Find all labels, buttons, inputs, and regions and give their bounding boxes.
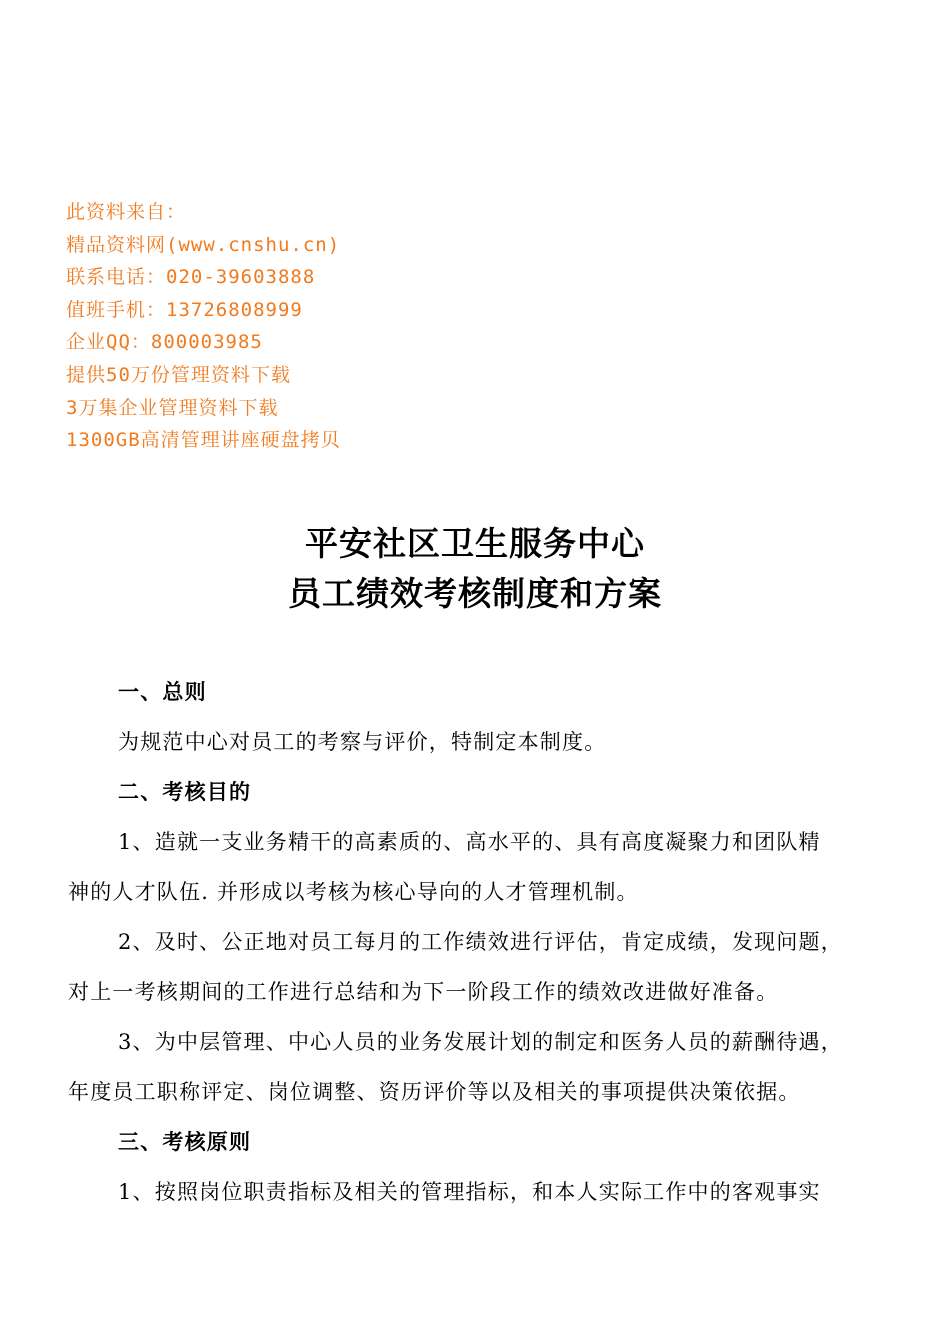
offer-line-3: 1300GB高清管理讲座硬盘拷贝: [66, 429, 341, 452]
section-heading-general: 一、总则: [118, 679, 207, 704]
paragraph-line: 神的人才队伍. 并形成以考核为核心导向的人才管理机制。: [68, 880, 639, 904]
qq-line: 企业QQ：800003985: [66, 331, 263, 354]
source-info-block: [66, 196, 586, 457]
offer-line-2: 3万集企业管理资料下载: [66, 396, 279, 419]
paragraph-line: 对上一考核期间的工作进行总结和为下一阶段工作的绩效改进做好准备。: [68, 980, 779, 1004]
section-heading-purpose: 二、考核目的: [118, 779, 252, 804]
website-line: 精品资料网(www.cnshu.cn): [66, 233, 341, 256]
paragraph-line: 2、及时、公正地对员工每月的工作绩效进行评估，肯定成绩，发现问题，: [118, 930, 843, 954]
document-title-line-2: 员工绩效考核制度和方案: [288, 574, 662, 613]
paragraph-line: 1、造就一支业务精干的高素质的、高水平的、具有高度凝聚力和团队精: [118, 830, 821, 854]
phone-line: 联系电话：020-39603888: [66, 266, 316, 289]
offer-line-1: 提供50万份管理资料下载: [66, 363, 291, 386]
source-line: 此资料来自：: [66, 201, 187, 223]
paragraph-line: 1、按照岗位职责指标及相关的管理指标，和本人实际工作中的客观事实: [118, 1180, 821, 1204]
paragraph-line: 年度员工职称评定、岗位调整、资历评价等以及相关的事项提供决策依据。: [68, 1080, 801, 1104]
section-heading-principles: 三、考核原则: [118, 1129, 252, 1154]
mobile-line: 值班手机：13726808999: [66, 298, 303, 321]
paragraph-line: 3、为中层管理、中心人员的业务发展计划的制定和医务人员的薪酬待遇，: [118, 1030, 843, 1054]
document-title-line-1: 平安社区卫生服务中心: [305, 524, 645, 563]
paragraph: 为规范中心对员工的考察与评价，特制定本制度。: [118, 730, 607, 754]
